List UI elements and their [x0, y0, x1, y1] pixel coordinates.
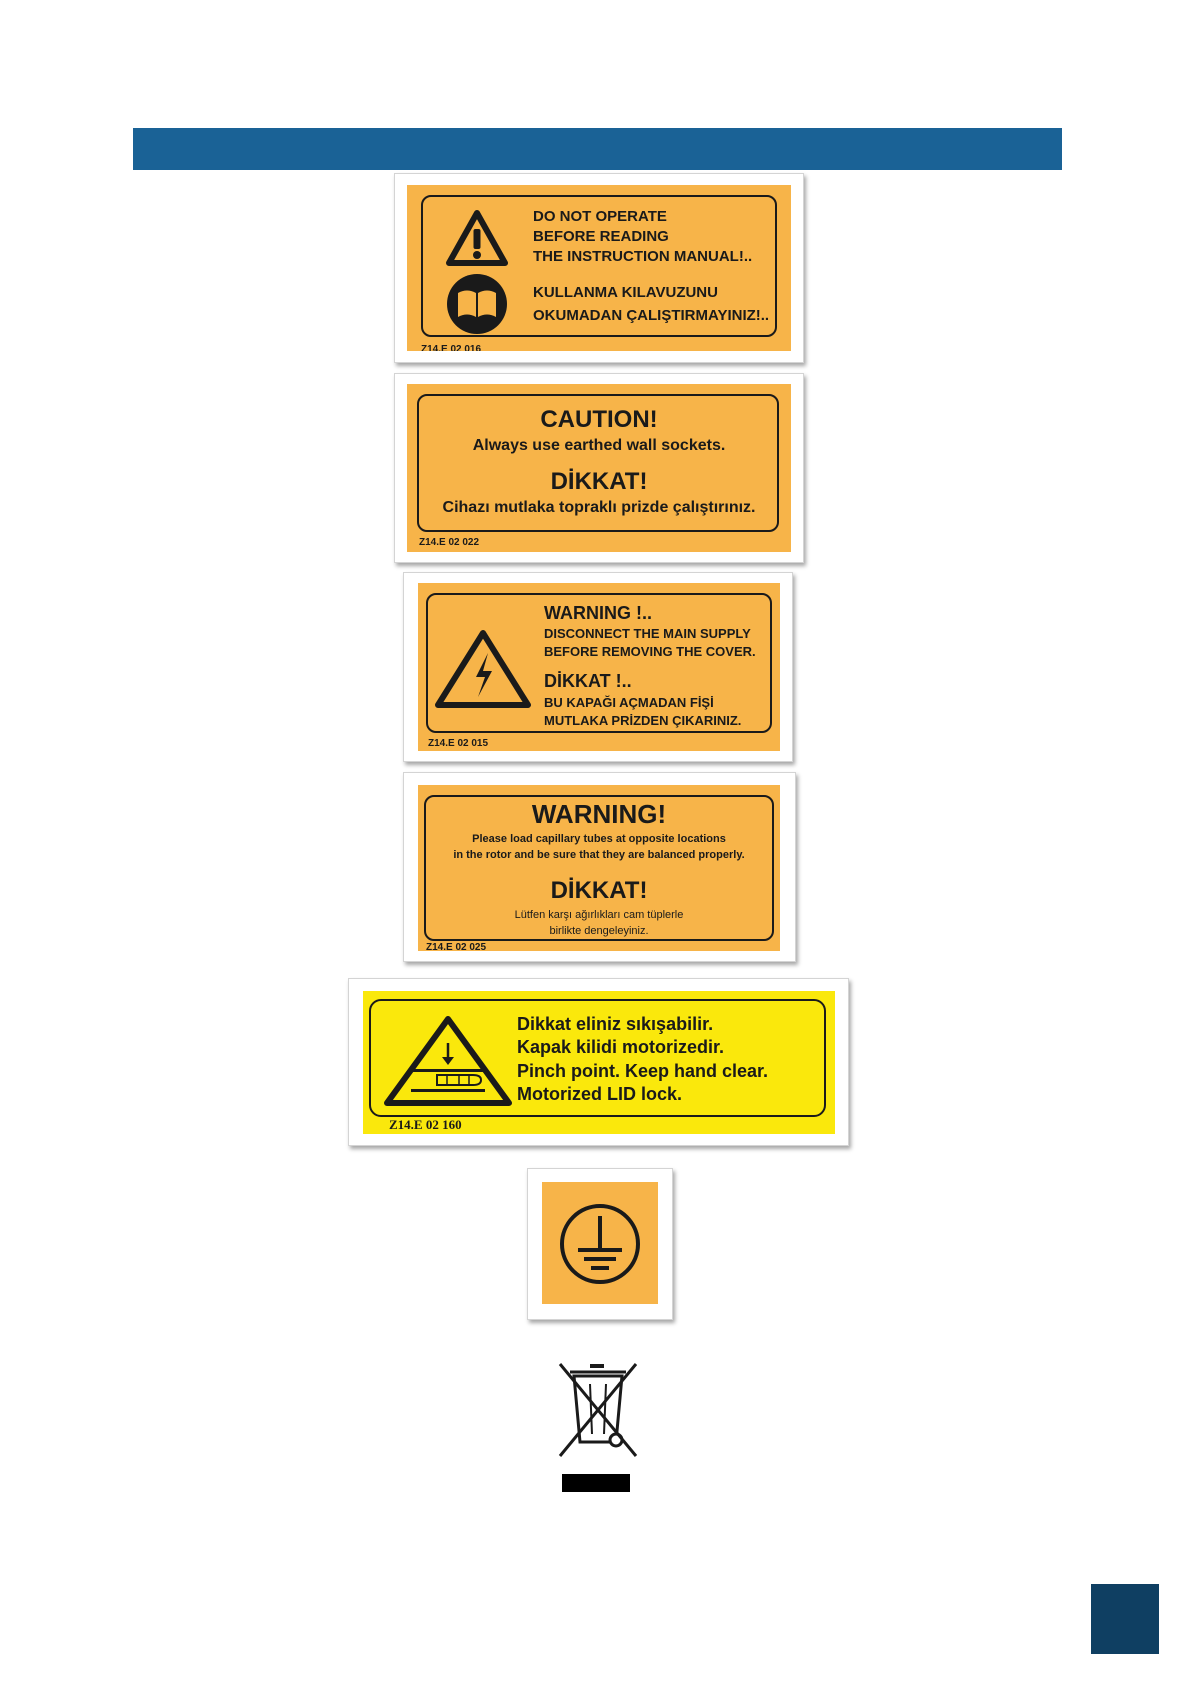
label-4-en-line-2: in the rotor and be sure that they are balanced properly. — [453, 849, 745, 861]
label-2-title-tr: DİKKAT! — [550, 468, 648, 495]
electrical-hazard-icon — [432, 627, 534, 711]
label-3-tr-line-1: BU KAPAĞI AÇMADAN FİŞİ — [544, 695, 714, 710]
label-1-frame — [394, 173, 804, 363]
label-read-manual — [407, 185, 791, 351]
label-balance-tubes — [418, 785, 780, 951]
label-6-frame — [527, 1168, 673, 1320]
label-2-text-tr: Cihazı mutlaka topraklı prizde çalıştırınız. — [442, 499, 756, 516]
label-2-title-en: CAUTION! — [540, 406, 658, 433]
label-4-frame — [403, 772, 796, 962]
crossed-out-wheelie-bin-icon — [556, 1360, 640, 1496]
label-1-tr-line-1: KULLANMA KILAVUZUNU — [533, 284, 718, 301]
label-4-title-en: WARNING! — [531, 799, 667, 829]
label-code: Z14.E 02 016 — [421, 344, 482, 351]
label-3-en-line-2: BEFORE REMOVING THE COVER. — [544, 644, 756, 659]
label-code: Z14.E 02 160 — [389, 1117, 462, 1132]
label-5-line-1: Dikkat eliniz sıkışabilir. — [517, 1014, 714, 1034]
label-code: Z14.E 02 025 — [426, 942, 487, 951]
page-number-box — [1091, 1584, 1159, 1654]
protective-earth-icon — [558, 1202, 642, 1286]
label-3-title-tr: DİKKAT !.. — [544, 671, 632, 691]
label-3-title-en: WARNING !.. — [544, 603, 652, 623]
label-pinch-point — [363, 991, 835, 1134]
label-5-frame — [348, 978, 849, 1146]
label-4-tr-line-1: Lütfen karşı ağırlıkları cam tüplerle — [514, 909, 684, 921]
label-protective-earth — [542, 1182, 658, 1304]
label-earthed-sockets — [407, 384, 791, 552]
label-1-tr-line-2: OKUMADAN ÇALIŞTIRMAYINIZ!.. — [533, 307, 770, 324]
label-disconnect-supply — [418, 583, 780, 751]
label-3-tr-line-2: MUTLAKA PRİZDEN ÇIKARINIZ. — [544, 713, 742, 728]
label-2-text-en: Always use earthed wall sockets. — [472, 437, 726, 454]
read-manual-book-icon — [446, 273, 508, 335]
pinch-point-hand-icon — [381, 1013, 515, 1109]
label-5-line-3: Pinch point. Keep hand clear. — [517, 1061, 769, 1081]
label-code: Z14.E 02 015 — [428, 738, 489, 749]
section-header-bar — [133, 128, 1062, 170]
warning-triangle-icon — [445, 209, 509, 267]
label-2-frame — [394, 373, 804, 563]
label-4-title-tr: DİKKAT! — [550, 877, 648, 904]
label-3-frame — [403, 572, 793, 762]
label-4-tr-line-2: birlikte dengeleyiniz. — [549, 925, 649, 937]
label-3-en-line-1: DISCONNECT THE MAIN SUPPLY — [544, 626, 751, 641]
label-1-en-line-1: DO NOT OPERATE — [533, 208, 667, 225]
label-1-en-line-2: BEFORE READING — [533, 228, 669, 245]
label-4-en-line-1: Please load capillary tubes at opposite locations — [472, 833, 726, 845]
label-1-en-line-3: THE INSTRUCTION MANUAL!.. — [533, 248, 753, 265]
label-code: Z14.E 02 022 — [419, 537, 480, 548]
label-5-line-4: Motorized LID lock. — [517, 1084, 683, 1104]
label-5-line-2: Kapak kilidi motorizedir. — [517, 1037, 725, 1057]
